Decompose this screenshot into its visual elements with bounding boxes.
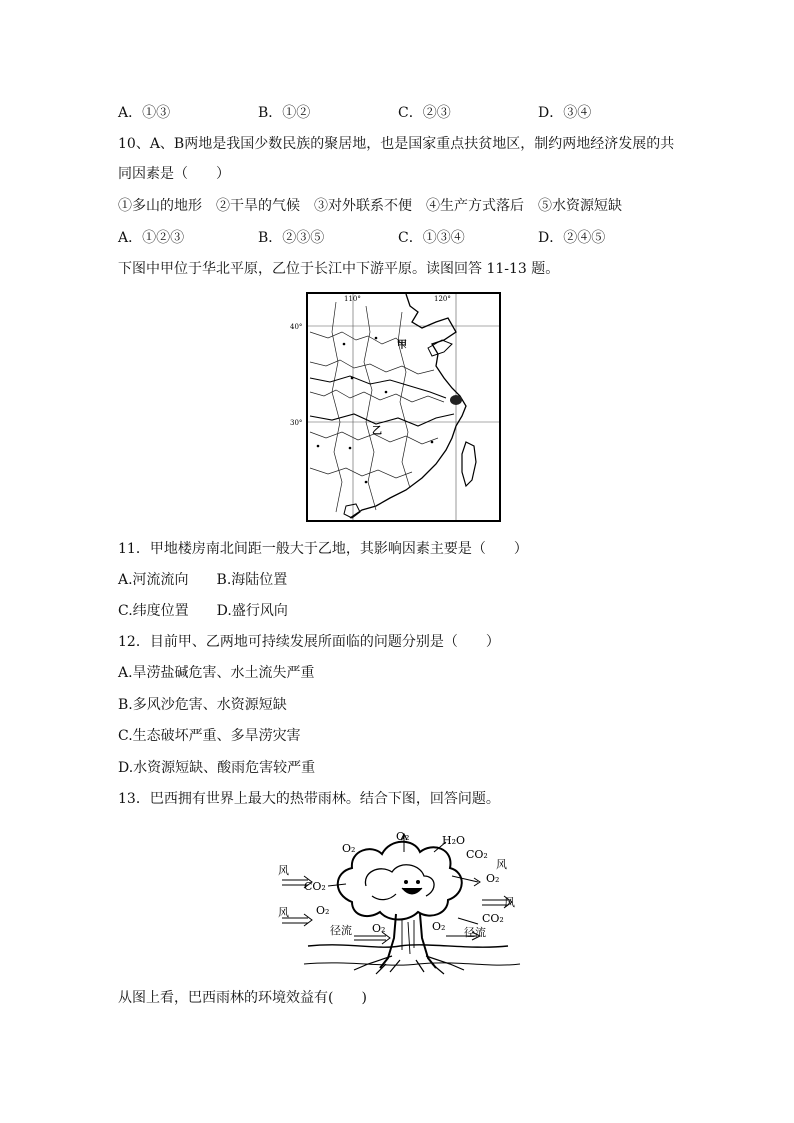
lon-label-120: 120°: [434, 295, 451, 303]
label-wind-left-bottom: 风: [278, 906, 289, 919]
q13-closing: 从图上看，巴西雨林的环境效益有( ): [118, 990, 367, 1006]
label-o2-bottom-mid: O₂: [372, 922, 386, 935]
label-o2-left: O₂: [342, 842, 356, 855]
q9-option-b: B．①②: [258, 105, 311, 121]
q9-option-d: D．③④: [538, 105, 592, 121]
city-dot: [365, 481, 368, 484]
city-dot: [431, 441, 434, 444]
face-eye: [404, 880, 408, 884]
label-wind-right: 风: [504, 896, 515, 909]
city-dot: [349, 447, 352, 450]
label-runoff-right: 径流: [464, 926, 486, 939]
label-h2o: H₂O: [442, 834, 466, 847]
lat-label-40: 40°: [290, 323, 303, 331]
face-eye: [416, 880, 420, 884]
mark-jia: 甲: [397, 340, 407, 351]
label-runoff-left: 径流: [330, 924, 352, 937]
q10-option-b: B．②③⑤: [258, 230, 325, 246]
label-wind-left-top: 风: [278, 864, 289, 877]
q9-option-a: A．①③: [118, 105, 171, 121]
city-dot: [385, 391, 388, 394]
q11-stem: 11．甲地楼房南北间距一般大于乙地，其影响因素主要是（ ）: [118, 541, 528, 557]
map-intro: 下图中甲位于华北平原，乙位于长江中下游平原。读图回答 11-13 题。: [118, 261, 560, 277]
q12-option-a: A.旱涝盐碱危害、水土流失严重: [118, 665, 315, 681]
label-co2-left: CO₂: [304, 880, 326, 893]
q10-stem-line2: 同因素是（ ）: [118, 166, 230, 182]
q10-factors: ①多山的地形 ②干旱的气候 ③对外联系不便 ④生产方式落后 ⑤水资源短缺: [118, 198, 622, 214]
tree-canopy: [338, 842, 462, 920]
mark-yi: 乙: [372, 426, 382, 437]
label-wind-top-right: 风: [496, 858, 507, 871]
q11-options-row2: C.纬度位置 D.盛行风向: [118, 603, 288, 619]
q13-stem: 13．巴西拥有世界上最大的热带雨林。结合下图，回答问题。: [118, 791, 500, 807]
q10-option-c: C．①③④: [398, 230, 465, 246]
city-dot: [343, 343, 346, 346]
lon-label-110: 110°: [344, 295, 361, 303]
city-dot: [375, 337, 378, 340]
label-o2-lower-left: O₂: [316, 904, 330, 917]
city-dot: [351, 377, 354, 380]
label-o2-bottom-right: O₂: [432, 920, 446, 933]
ground-line: [308, 945, 508, 947]
rainforest-diagram: [268, 828, 530, 974]
lat-label-30: 30°: [290, 419, 303, 427]
q12-option-d: D.水资源短缺、酸雨危害较严重: [118, 760, 316, 776]
q12-option-b: B.多风沙危害、水资源短缺: [118, 697, 287, 713]
label-co2-top-right: CO₂: [466, 848, 488, 861]
q10-option-d: D．②④⑤: [538, 230, 606, 246]
label-o2-right: O₂: [486, 872, 500, 885]
co2-out-arrow: [458, 918, 478, 924]
ground-line: [304, 963, 520, 965]
label-o2-top: O₂: [396, 830, 410, 843]
q12-option-c: C.生态破坏严重、多旱涝灾害: [118, 728, 301, 744]
q10-stem-line1: 10、A、B两地是我国少数民族的聚居地，也是国家重点扶贫地区，制约两地经济发展的共: [118, 136, 675, 152]
q10-option-a: A．①②③: [118, 230, 185, 246]
q9-option-c: C．②③: [398, 105, 451, 121]
label-co2-right: CO₂: [482, 912, 504, 925]
yangtze-delta-mark: [450, 395, 462, 405]
city-dot: [317, 445, 320, 448]
trunk-bark: [402, 920, 414, 954]
q12-stem: 12．目前甲、乙两地可持续发展所面临的问题分别是（ ）: [118, 634, 500, 650]
china-east-map: [290, 292, 501, 522]
q11-options-row1: A.河流流向 B.海陆位置: [118, 572, 288, 588]
